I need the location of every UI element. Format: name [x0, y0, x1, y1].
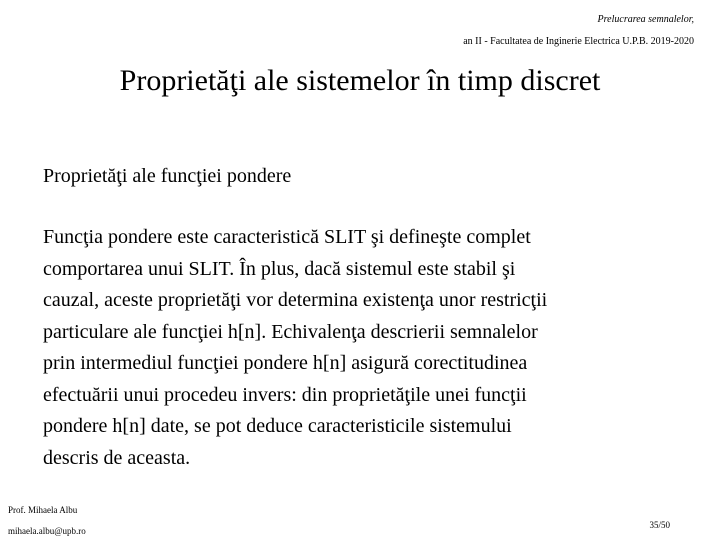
footer-email: mihaela.albu@upb.ro: [8, 526, 86, 536]
paragraph-line: cauzal, aceste proprietăţi vor determina existenţa unor restricţii: [43, 289, 548, 311]
paragraph-line: pondere h[n] date, se pot deduce caracteristicile sistemului: [43, 415, 512, 437]
paragraph-line: prin intermediul funcţiei pondere h[n] asigură corectitudinea: [43, 352, 528, 374]
slide-title: Proprietăţi ale sistemelor în timp discret: [119, 64, 601, 97]
header-info: an II - Facultatea de Inginerie Electrica U.P.B. 2019-2020: [463, 36, 694, 47]
paragraph-line: comportarea unui SLIT. În plus, dacă sistemul este stabil şi: [43, 257, 516, 280]
header-course: Prelucrarea semnalelor,: [597, 14, 694, 25]
paragraph-line: descris de aceasta.: [43, 446, 191, 469]
paragraph-line: efectuării unui procedeu invers: din proprietăţile unei funcţii: [43, 383, 527, 406]
paragraph-line: particulare ale funcţiei h[n]. Echivalenţa descrierii semnalelor: [43, 320, 538, 343]
section-subtitle: Proprietăţi ale funcţiei pondere: [43, 165, 292, 187]
paragraph-line: Funcţia pondere este caracteristică SLIT şi defineşte complet: [43, 226, 531, 248]
footer-author: Prof. Mihaela Albu: [8, 505, 78, 515]
body-paragraph: [43, 222, 683, 474]
page-number: 35/50: [649, 520, 670, 530]
